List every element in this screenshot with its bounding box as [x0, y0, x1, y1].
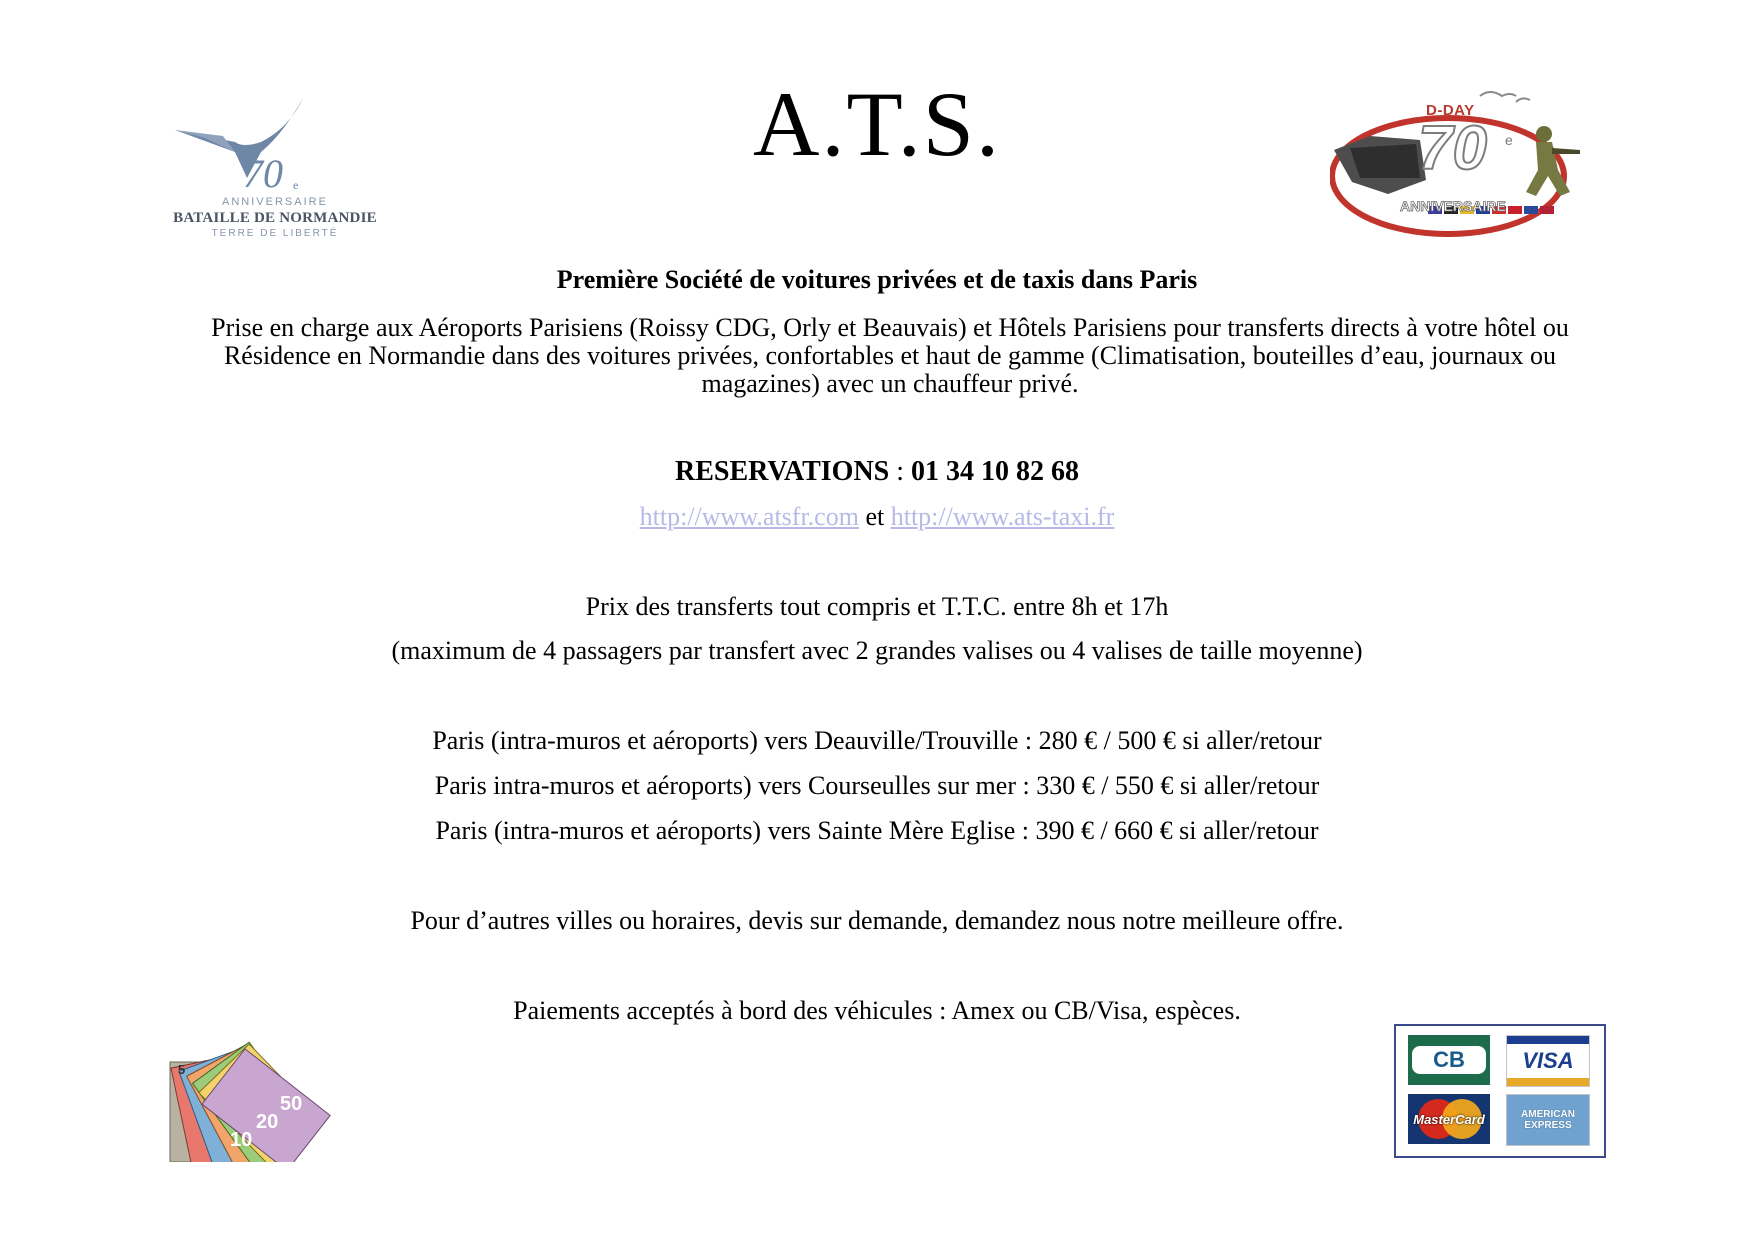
anniversary-ordinal: e	[293, 178, 299, 192]
banknote-100: 100	[300, 1071, 334, 1093]
dday-ordinal: e	[1505, 132, 1513, 148]
visa-card-logo	[1506, 1035, 1590, 1087]
banknote-50: 50	[280, 1093, 303, 1115]
banknotes-icon	[168, 1012, 378, 1162]
payments-note: Paiements acceptés à bord des véhicules : Amex ou CB/Visa, espèces.	[513, 996, 1241, 1025]
website-link-atsfr[interactable]: http://www.atsfr.com	[639, 502, 859, 531]
route-deauville: Paris (intra-muros et aéroports) vers Deauville/Trouville : 280 € / 500 € si aller/retour	[432, 726, 1322, 755]
luggage-note: (maximum de 4 passagers par transfert avec 2 grandes valises ou 4 valises de taille moyenne)	[391, 636, 1363, 665]
company-headline: Première Société de voitures privées et de taxis dans Paris	[556, 265, 1198, 294]
amex-line1: AMERICAN	[1521, 1109, 1575, 1120]
visa-card-text: VISA	[1522, 1048, 1574, 1073]
banknote-200: 200	[314, 1047, 348, 1069]
mastercard-text: MasterCard	[1413, 1111, 1485, 1127]
payment-cards-panel	[1394, 1024, 1606, 1158]
dday-anniversary-logo	[1330, 88, 1610, 238]
mastercard-logo	[1408, 1094, 1490, 1144]
dday-anniversary-label: ANNIVERSAIRE	[1400, 198, 1506, 214]
route-sainte-mere-eglise: Paris (intra-muros et aéroports) vers Sainte Mère Eglise : 390 € / 660 € si aller/retour	[435, 816, 1319, 845]
banknote-500: 500	[326, 1019, 360, 1041]
logo-line-anniversaire: ANNIVERSAIRE	[222, 196, 328, 208]
links-connector: et	[858, 502, 891, 531]
anniversary-number: 70	[243, 151, 283, 196]
logo-line-bataille: BATAILLE DE NORMANDIE	[173, 210, 377, 226]
logo-line-terre: TERRE DE LIBERTÉ	[211, 228, 339, 239]
website-links	[0, 502, 1754, 532]
euro-banknotes-image	[168, 1012, 378, 1162]
intro-paragraph: Prise en charge aux Aéroports Parisiens (Roissy CDG, Orly et Beauvais) et Hôtels Parisiens pour transferts directs à votre hôtel ou Résidence en Normandie dans des voitures privées, confortables et haut de gamme (Climatisation, bouteilles d’eau, journaux ou magazines) avec un chauffeur privé.	[211, 313, 1569, 398]
amex-line2: EXPRESS	[1524, 1120, 1572, 1131]
cb-card-logo	[1408, 1035, 1490, 1085]
reservations-phone: 01 34 10 82 68	[911, 456, 1080, 487]
website-link-ats-taxi[interactable]: http://www.ats-taxi.fr	[890, 502, 1115, 531]
cb-card-text: CB	[1412, 1046, 1486, 1074]
normandy-anniversary-logo	[165, 92, 385, 242]
reservations-separator: :	[889, 456, 912, 487]
page-title: A.T.S.	[753, 73, 1001, 175]
reservations-label: RESERVATIONS	[674, 456, 890, 487]
banknote-10: 10	[230, 1129, 253, 1151]
pricing-note: Prix des transferts tout compris et T.T.C. entre 8h et 17h	[585, 592, 1169, 621]
reservations-line	[0, 456, 1754, 488]
banknote-20: 20	[256, 1111, 279, 1133]
banknote-5: 5	[178, 1062, 186, 1077]
route-courseulles: Paris intra-muros et aéroports) vers Courseulles sur mer : 330 € / 550 € si aller/retour	[434, 771, 1320, 800]
amex-card-logo	[1506, 1094, 1590, 1146]
dday-number: 70	[1418, 114, 1487, 183]
dday-label: D-DAY	[1426, 102, 1475, 119]
other-offer-note: Pour d’autres villes ou horaires, devis sur demande, demandez nous notre meilleure offre.	[410, 906, 1344, 935]
